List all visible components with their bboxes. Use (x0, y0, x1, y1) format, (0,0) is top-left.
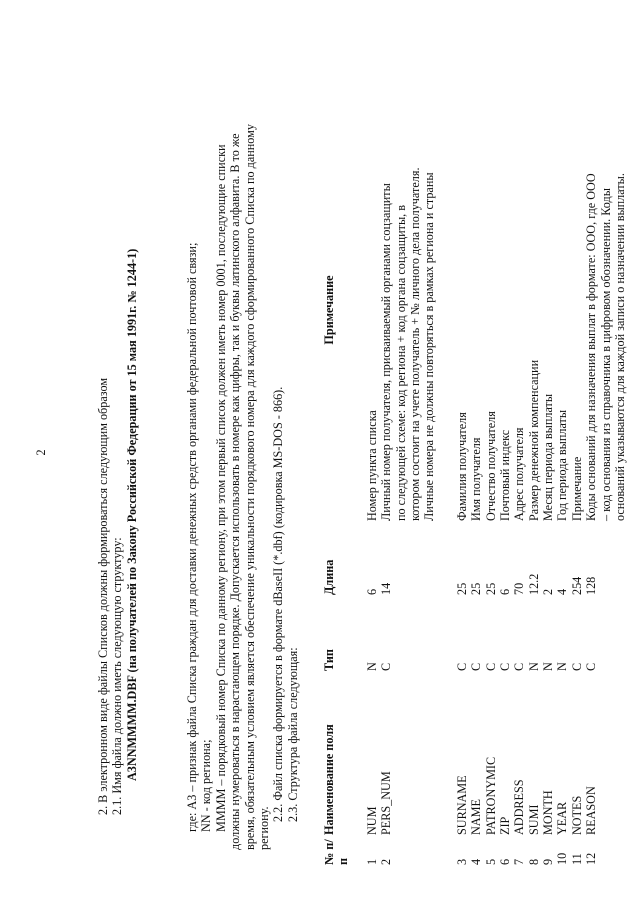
definitions-section (185, 45, 300, 850)
cell-type: C (483, 662, 498, 671)
definition-mmmm-line-1: MMMM – порядковый номер Списка по данному региону, при этом первый список должен иметь номер 0001, последующие списки (213, 144, 228, 832)
cell-note (570, 97, 584, 523)
note-line: Почтовый индекс (497, 429, 512, 521)
intro-section (96, 75, 139, 815)
cell-type: C (569, 662, 584, 671)
note-line: Отчество получателя (483, 411, 498, 521)
file-name-title: A3NNMMMM.DBF (на получателей по Закону Российской Федерации от 15 мая 1991г. № 1244-1) (124, 248, 139, 781)
note-line: Имя получателя (469, 437, 484, 521)
note-line: Номер пункта списка (364, 410, 379, 521)
cell-length: 128 (584, 576, 599, 595)
table-row (498, 97, 512, 867)
cell-no: 1 (364, 858, 379, 865)
header-length: Длина (322, 559, 336, 595)
cell-type: C (497, 662, 512, 671)
cell-note (527, 97, 541, 523)
definition-mmmm-line-4: региону. (256, 806, 271, 850)
definition-mmmm-line-3: время, обязательным условием является обеспечение уникальности порядкового номера для каждого сформированного Списка по данному (242, 124, 257, 850)
cell-type: C (512, 662, 527, 671)
cell-no: 8 (526, 858, 541, 865)
cell-length: 25 (454, 582, 469, 595)
file-structure-table (322, 97, 627, 867)
cell-field-name: NAME (469, 799, 484, 835)
cell-no: 11 (569, 853, 584, 865)
cell-no: 7 (512, 858, 527, 865)
header-no: № п/п (322, 839, 351, 865)
table-header-row (322, 97, 365, 867)
cell-no: 2 (379, 858, 394, 865)
cell-type: N (555, 662, 570, 671)
cell-length: 12.2 (526, 573, 541, 595)
cell-note (455, 97, 469, 523)
table-row (379, 97, 437, 867)
cell-no: 5 (483, 858, 498, 865)
cell-note (512, 97, 526, 523)
cell-field-name: SUMI (526, 804, 541, 835)
cell-type: N (541, 662, 556, 671)
note-line: Коды оснований для назначения выплат в формате: OOO, где OOO (584, 173, 599, 521)
cell-length: 25 (483, 582, 498, 595)
cell-no: 12 (584, 852, 599, 865)
note-line: котором состоит на учете получатель + № личного дела получателя. (407, 167, 422, 521)
cell-field-name: ADDRESS (512, 779, 527, 835)
cell-field-name: PERS_NUM (379, 771, 394, 835)
note-line: Личный номер получателя, присваиваемый органами соцзащиты (379, 183, 394, 521)
cell-field-name: MONTH (541, 790, 556, 835)
cell-note (469, 97, 483, 523)
table-row (555, 97, 569, 867)
note-line: Месяц периода выплаты (541, 393, 556, 521)
note-line: оснований указываются для каждой записи о назначении выплаты. (613, 173, 628, 521)
note-line: по следующей схеме: код региона + код органа соцзащиты, в (393, 204, 408, 521)
cell-no: 6 (497, 858, 512, 865)
cell-field-name: REASON (584, 786, 599, 835)
cell-length: 6 (497, 588, 512, 595)
note-line: Год периода выплаты (555, 409, 570, 521)
cell-field-name: NOTES (569, 795, 584, 835)
page-number: 2 (34, 449, 48, 456)
cell-type: N (526, 662, 541, 671)
cell-type: C (584, 662, 599, 671)
definition-nn: NN - код региона; (199, 739, 214, 832)
note-line: Размер денежной компенсации (526, 359, 541, 521)
cell-length: 6 (364, 588, 379, 595)
cell-field-name: SURNAME (454, 775, 469, 835)
cell-length: 70 (512, 582, 527, 595)
cell-type: C (469, 662, 484, 671)
cell-type: C (454, 662, 469, 671)
definition-mmmm-line-2: должны нумероваться в нарастающем порядке. Допускается использовать в номере как цифры, так и буквы латинского алфавита. В то же (228, 133, 243, 850)
cell-no: 10 (555, 852, 570, 865)
cell-note (541, 97, 555, 523)
cell-type: N (364, 662, 379, 671)
cell-length: 254 (569, 576, 584, 595)
cell-length: 2 (541, 588, 556, 595)
intro-line-2: 2.1. Имя файла должно иметь следующую структуру: (110, 537, 125, 815)
table-row (469, 97, 483, 867)
paragraph-2-3: 2.3. Структура файла следующая: (285, 647, 300, 822)
header-field-name: Наименование поля (322, 724, 336, 835)
cell-no: 3 (454, 858, 469, 865)
row-spacer-cell (437, 97, 455, 867)
cell-length: 14 (379, 582, 394, 595)
cell-field-name: ZIP (497, 816, 512, 835)
header-type: Тип (322, 649, 336, 671)
table-row (584, 97, 627, 867)
table-row (570, 97, 584, 867)
note-line: Примечание (569, 456, 584, 521)
table-row (455, 97, 469, 867)
table-row (512, 97, 526, 867)
cell-type: C (379, 662, 394, 671)
cell-length: 4 (555, 588, 570, 595)
cell-field-name: PATRONYMIC (483, 756, 498, 835)
definition-a3: где: А3 – признак файла Списка граждан для доставки денежных средств органами федеральной почтовой связи; (185, 242, 199, 832)
cell-note (365, 97, 379, 523)
cell-length: 25 (469, 582, 484, 595)
table-row (365, 97, 379, 867)
cell-note (379, 97, 437, 523)
note-line: Адрес получателя (512, 427, 527, 521)
table-row (527, 97, 541, 867)
cell-note (555, 97, 569, 523)
intro-line-1: 2. В электронном виде файлы Списков должны формироваться следующим образом (96, 377, 110, 815)
cell-field-name: YEAR (555, 801, 570, 835)
cell-note (584, 97, 627, 523)
cell-field-name: NUM (364, 806, 379, 835)
table-row (541, 97, 555, 867)
note-line: – код основания из справочника в цифровом обозначении. Коды (598, 188, 613, 521)
cell-no: 4 (469, 858, 484, 865)
note-line: Фамилия получателя (454, 412, 469, 521)
paragraph-2-2: 2.2. Файл списка формируется в формате dBaseII (*.dbf) (кодировка MS-DOS - 866). (271, 386, 286, 822)
note-line: Личные номера не должны повторяться в рамках региона и страны (422, 172, 437, 521)
row-spacer (437, 97, 455, 867)
cell-no: 9 (541, 858, 556, 865)
cell-note (498, 97, 512, 523)
cell-note (484, 97, 498, 523)
table-row (484, 97, 498, 867)
header-note: Примечание (322, 275, 336, 345)
